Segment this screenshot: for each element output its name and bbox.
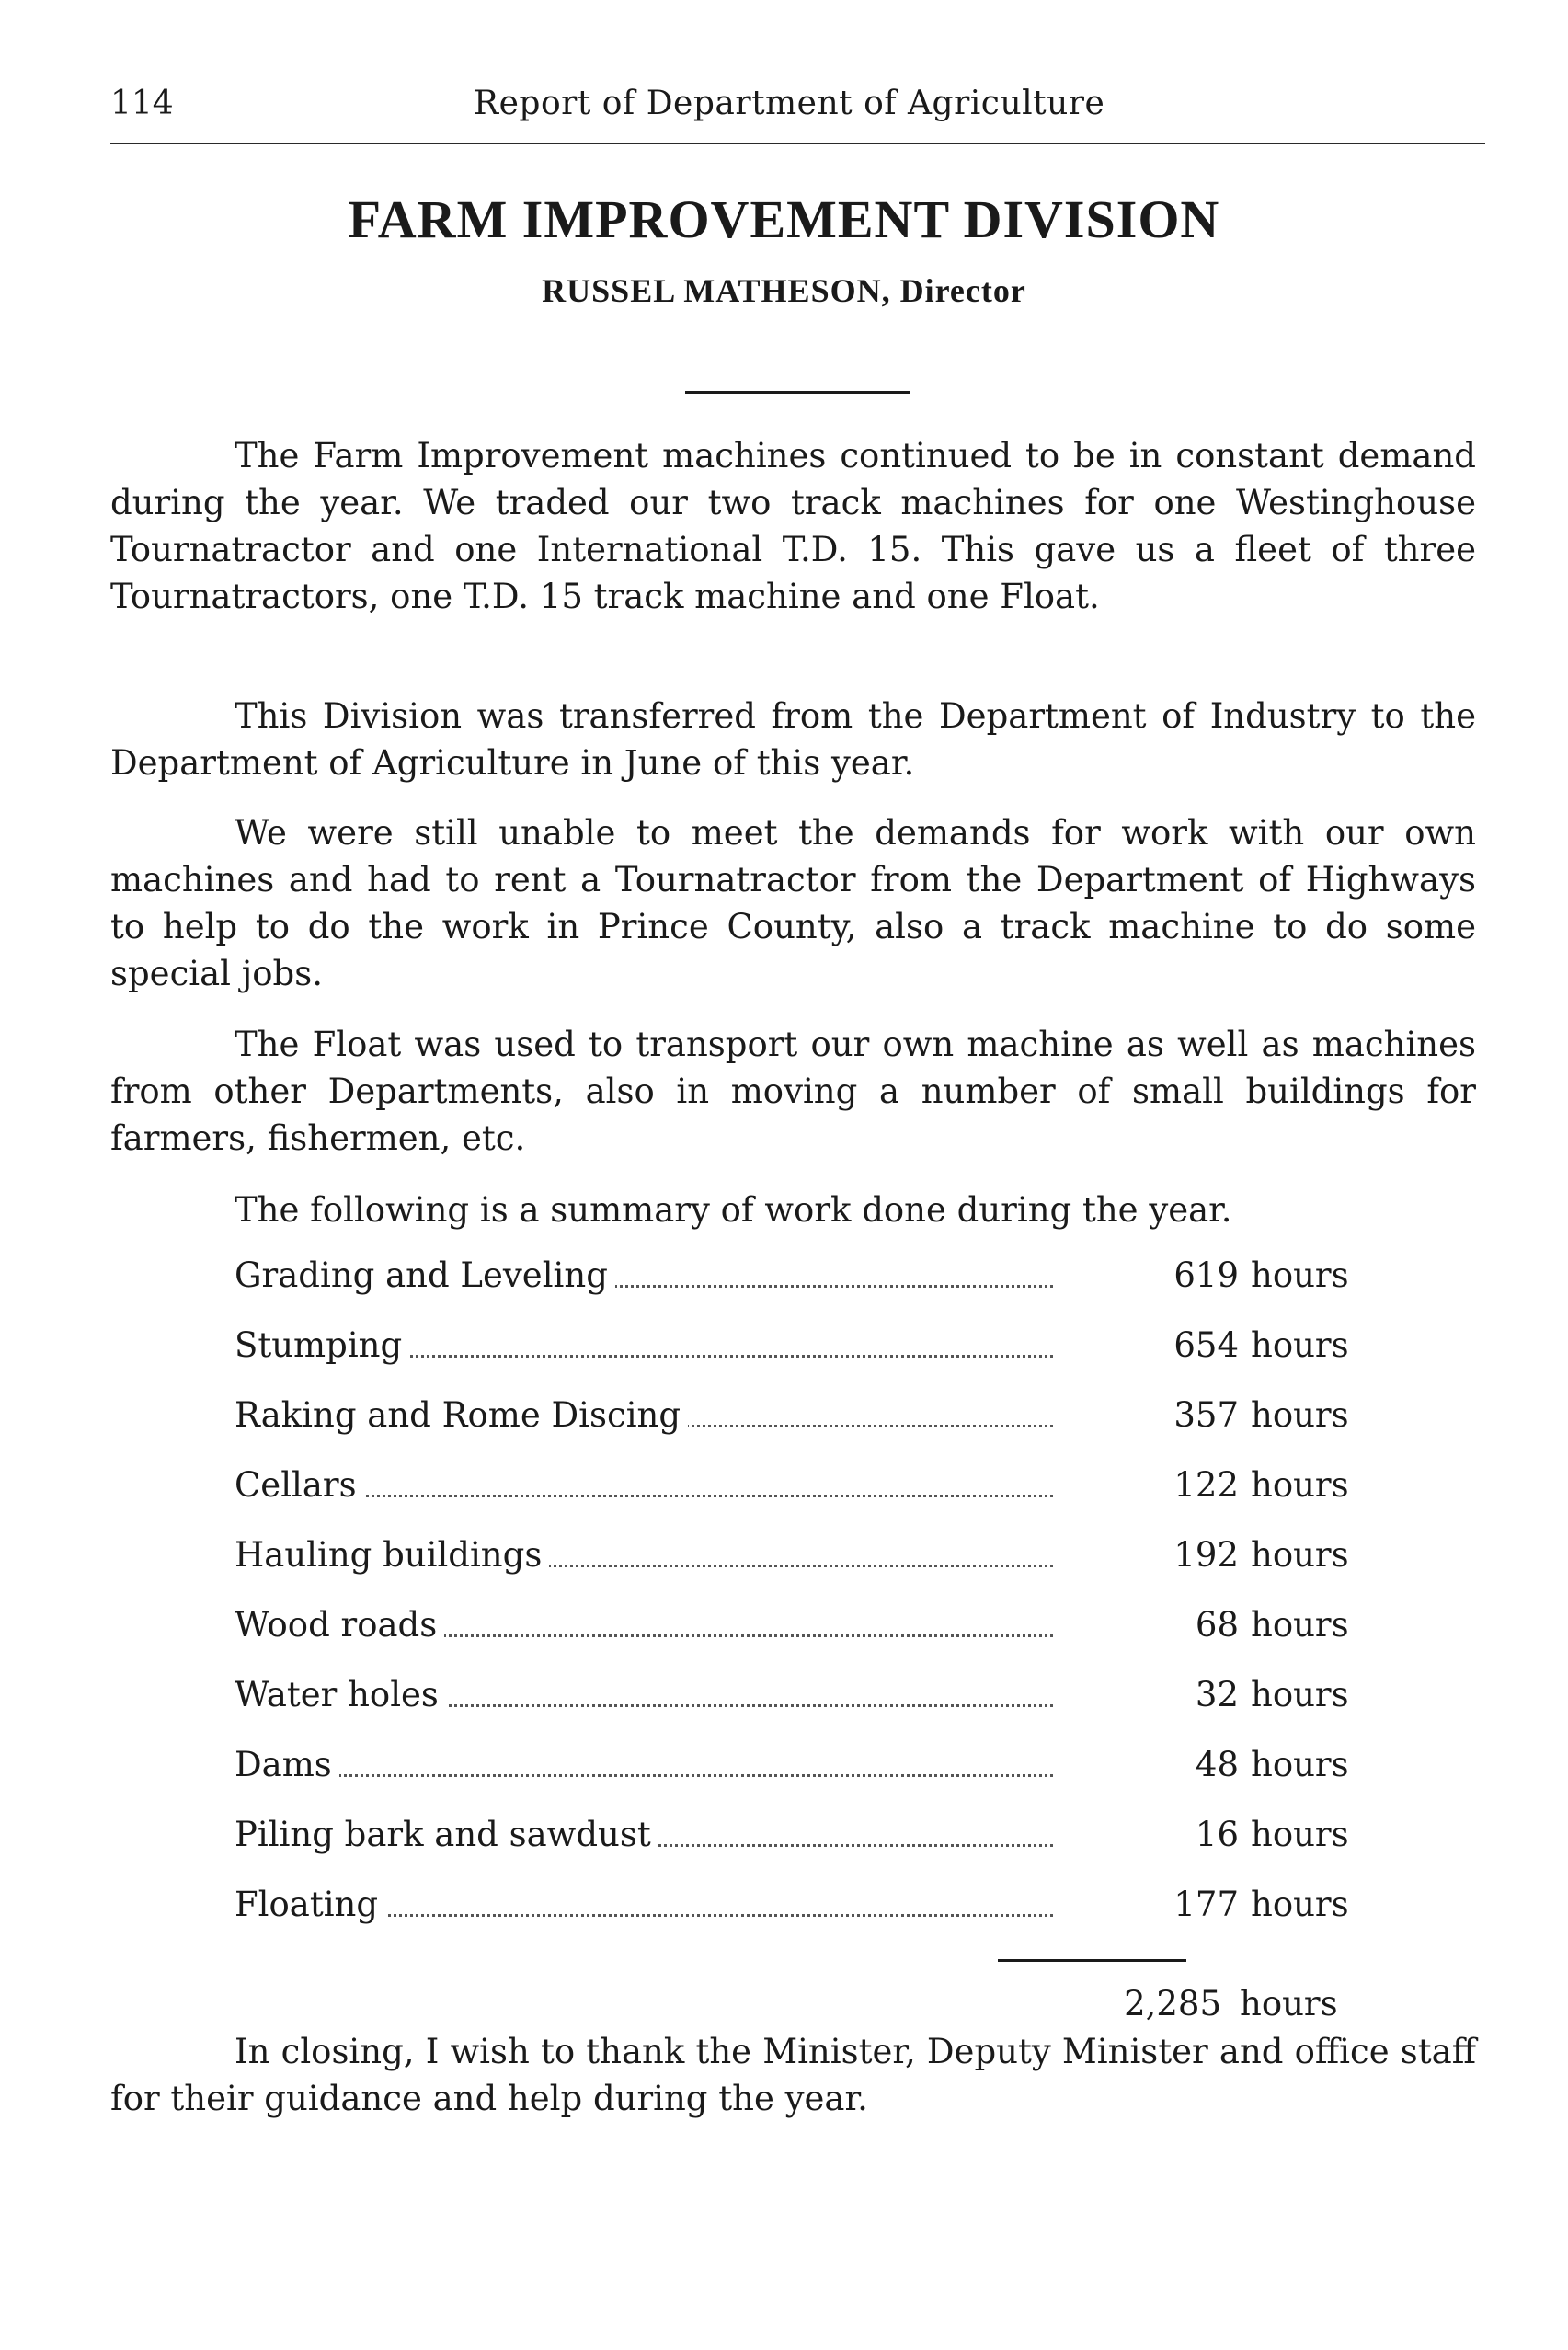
paragraph-1: The Farm Improvement machines continued to be in constant demand during the year. We traded our two track machines for one Westinghouse Tournatractor and one International T.D. 15. This gave us a fleet of three Tournatractors, one T.D. 15 track machine and one Float. (110, 436, 1476, 616)
paragraph-3: We were still unable to meet the demands for work with our own machines and had to rent a Tournatractor from the Department of Highways to help to do the work in Prince County, also a track machine to do some special jobs. (110, 813, 1476, 993)
summary-row (235, 1605, 1356, 1675)
summary-label: Hauling buildings (235, 1535, 549, 1575)
summary-unit: hours (1251, 1325, 1349, 1365)
summary-unit: hours (1251, 1465, 1349, 1505)
summary-row (235, 1675, 1356, 1745)
summary-row (235, 1815, 1356, 1885)
summary-value: 357 (1173, 1395, 1239, 1435)
summary-unit: hours (1251, 1745, 1349, 1784)
summary-unit: hours (1251, 1675, 1349, 1714)
dot-leader (235, 1774, 1053, 1777)
page-number: 114 (110, 85, 174, 122)
summary-value: 48 (1195, 1745, 1239, 1784)
header-rule (110, 143, 1485, 144)
total-unit: hours (1240, 1984, 1338, 2023)
summary-label: Wood roads (235, 1605, 444, 1645)
summary-unit: hours (1251, 1535, 1349, 1575)
summary-label: Water holes (235, 1675, 446, 1714)
closing-paragraph: In closing, I wish to thank the Minister, Deputy Minister and office staff for their guidance and help during the year. (110, 2032, 1476, 2118)
summary-row (235, 1885, 1356, 1955)
summary-row (235, 1395, 1356, 1465)
page-header (110, 85, 1485, 131)
summary-row (235, 1745, 1356, 1815)
summary-label: Cellars (235, 1465, 364, 1505)
paragraph-4: The Float was used to transport our own machine as well as machines from other Departments, also in moving a number of small buildings for farmers, fishermen, etc. (110, 1025, 1476, 1158)
summary-unit: hours (1251, 1605, 1349, 1645)
summary-value: 122 (1173, 1465, 1239, 1505)
summary-row (235, 1255, 1356, 1325)
summary-label: Dams (235, 1745, 339, 1784)
summary-value: 32 (1195, 1675, 1239, 1714)
summary-row (235, 1535, 1356, 1605)
summary-value: 192 (1173, 1535, 1239, 1575)
summary-label: Piling bark and sawdust (235, 1815, 658, 1854)
total-rule (998, 1959, 1186, 1962)
summary-unit: hours (1251, 1885, 1349, 1924)
summary-value: 177 (1173, 1885, 1239, 1924)
title-divider (685, 391, 910, 394)
summary-value: 654 (1173, 1325, 1239, 1365)
summary-unit: hours (1251, 1815, 1349, 1854)
summary-value: 68 (1195, 1605, 1239, 1645)
summary-value: 619 (1173, 1255, 1239, 1295)
summary-intro: The following is a summary of work done during the year. (235, 1190, 1232, 1230)
running-title: Report of Department of Agriculture (474, 85, 1105, 122)
section-subtitle: RUSSEL MATHESON, Director (542, 272, 1026, 309)
summary-label: Floating (235, 1885, 385, 1924)
summary-label: Stumping (235, 1325, 409, 1365)
summary-unit: hours (1251, 1395, 1349, 1435)
paragraph-2: This Division was transferred from the Department of Industry to the Department of Agriculture in June of this year. (110, 696, 1476, 783)
summary-label: Grading and Leveling (235, 1255, 615, 1295)
summary-row (235, 1325, 1356, 1395)
work-summary-list (235, 1255, 1356, 1955)
summary-label: Raking and Rome Discing (235, 1395, 688, 1435)
total-value: 2,285 (1124, 1984, 1221, 2023)
summary-value: 16 (1195, 1815, 1239, 1854)
summary-row (235, 1465, 1356, 1535)
summary-unit: hours (1251, 1255, 1349, 1295)
section-title: FARM IMPROVEMENT DIVISION (348, 189, 1220, 249)
